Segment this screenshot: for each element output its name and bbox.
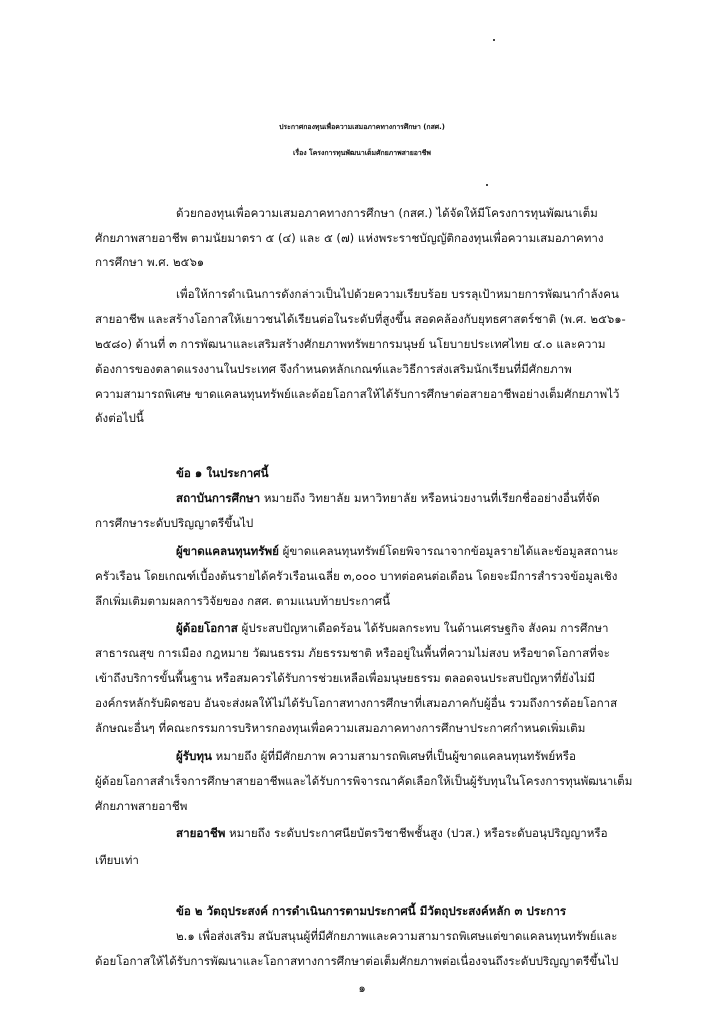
intro-p2-line: ๒๕๘๐) ด้านที่ ๓ การพัฒนาและเสริมสร้างศักยภาพทรัพยากรมนุษย์ นโยบายประเทศไทย ๔.๐ และความ [95, 337, 606, 351]
definition-text: ผู้ประสบปัญหาเดือดร้อน ได้รับผลกระทบ ในด้านเศรษฐกิจ สังคม การศึกษา [237, 621, 609, 635]
definition-line [176, 543, 619, 559]
definition-line [176, 825, 608, 841]
announcement-subject: เรื่อง โครงการทุนพัฒนาเต็มศักยภาพสายอาชีพ [293, 149, 431, 157]
definition-term: ผู้ด้อยโอกาส [176, 621, 238, 635]
scan-speck [493, 39, 495, 41]
definition-text: หมายถึง ผู้ที่มีศักยภาพ ความสามารถพิเศษที่เป็นผู้ขาดแคลนทุนทรัพย์หรือ [211, 749, 576, 763]
definition-cont: เทียบเท่า [95, 853, 139, 867]
section1-heading: ข้อ ๑ ในประกาศนี้ [176, 466, 269, 480]
objective-item: ๒.๑ เพื่อส่งเสริม สนับสนุนผู้ที่มีศักยภาพและความสามารถพิเศษแต่ขาดแคลนทุนทรัพย์และ [176, 929, 618, 943]
definition-line [176, 490, 600, 506]
definition-cont: ลักษณะอื่นๆ ที่คณะกรรมการบริหารกองทุนเพื่อความเสมอภาคทางการศึกษาประกาศกำหนดเพิ่มเติม [95, 721, 586, 735]
page-number: ๑ [358, 981, 366, 995]
intro-p2-line: ต้องการของตลาดแรงงานในประเทศ จึงกำหนดหลักเกณฑ์และวิธีการส่งเสริมนักเรียนที่มีศักยภาพ [95, 362, 572, 376]
scan-speck [486, 184, 488, 186]
definition-term: ผู้รับทุน [176, 749, 212, 763]
intro-p2-line: สายอาชีพ และสร้างโอกาสให้เยาวชนได้เรียนต่อในระดับที่สูงขึ้น สอดคล้องกับยุทธศาสตร์ชาติ (พ.ศ. ๒๕๖๑- [95, 312, 626, 326]
intro-p2-line: ดังต่อไปนี้ [95, 411, 144, 425]
section2-heading: ข้อ ๒ วัตถุประสงค์ การดำเนินการตามประกาศนี้ มีวัตถุประสงค์หลัก ๓ ประการ [176, 904, 567, 918]
definition-text: หมายถึง วิทยาลัย มหาวิทยาลัย หรือหน่วยงานที่เรียกชื่ออย่างอื่นที่จัด [260, 491, 600, 505]
definition-text: ผู้ขาดแคลนทุนทรัพย์โดยพิจารณาจากข้อมูลรายได้และข้อมูลสถานะ [278, 544, 619, 558]
intro-p2-line: เพื่อให้การดำเนินการดังกล่าวเป็นไปด้วยความเรียบร้อย บรรลุเป้าหมายการพัฒนากำลังคน [176, 287, 619, 301]
definition-cont: ครัวเรือน โดยเกณฑ์เบื้องต้นรายได้ครัวเรือนเฉลี่ย ๓,๐๐๐ บาทต่อคนต่อเดือน โดยจะมีการสำรวจข้อมูลเชิง [95, 569, 618, 583]
objective-item-cont: ด้อยโอกาสให้ได้รับการพัฒนาและโอกาสทางการศึกษาต่อเต็มศักยภาพต่อเนื่องจนถึงระดับปริญญาตรีขึ้นไป [95, 954, 619, 968]
definition-cont: องค์กรหลักรับผิดชอบ อันจะส่งผลให้ไม่ได้รับโอกาสทางการศึกษาที่เสมอภาคกับผู้อื่น รวมถึงการด้อยโอกาส [95, 696, 618, 710]
intro-p1-line: ด้วยกองทุนเพื่อความเสมอภาคทางการศึกษา (กสศ.) ได้จัดให้มีโครงการทุนพัฒนาเต็ม [176, 206, 598, 220]
intro-p1-line: ศักยภาพสายอาชีพ ตามนัยมาตรา ๕ (๔) และ ๕ (๗) แห่งพระราชบัญญัติกองทุนเพื่อความเสมอภาคทาง [95, 231, 604, 245]
announcement-title: ประกาศกองทุนเพื่อความเสมอภาคทางการศึกษา (กสศ.) [279, 123, 445, 131]
definition-cont: ศักยภาพสายอาชีพ [95, 799, 188, 813]
definition-term: ผู้ขาดแคลนทุนทรัพย์ [176, 544, 279, 558]
intro-p2-line: ความสามารถพิเศษ ขาดแคลนทุนทรัพย์และด้อยโอกาสให้ได้รับการศึกษาต่อสายอาชีพอย่างเต็มศักยภาพไว้ [95, 387, 620, 401]
definition-term: สถาบันการศึกษา [176, 491, 261, 505]
definition-cont: เข้าถึงบริการขั้นพื้นฐาน หรือสมควรได้รับการช่วยเหลือเพื่อมนุษยธรรม ตลอดจนประสบปัญหาที่ยังไม่มี [95, 671, 596, 685]
intro-p1-line: การศึกษา พ.ศ. ๒๕๖๑ [95, 255, 205, 269]
definition-line [176, 748, 576, 764]
definition-cont: การศึกษาระดับปริญญาตรีขึ้นไป [95, 516, 254, 530]
definition-line [176, 620, 609, 636]
definition-cont: ผู้ด้อยโอกาสสำเร็จการศึกษาสายอาชีพและได้รับการพิจารณาคัดเลือกให้เป็นผู้รับทุนในโครงการทุนพัฒนาเต็ม [95, 774, 633, 788]
definition-text: หมายถึง ระดับประกาศนียบัตรวิชาชีพชั้นสูง (ปวส.) หรือระดับอนุปริญญาหรือ [225, 826, 608, 840]
definition-cont: สาธารณสุข การเมือง กฎหมาย วัฒนธรรม ภัยธรรมชาติ หรืออยู่ในพื้นที่ความไม่สงบ หรือขาดโอกาสที่จะ [95, 646, 610, 660]
definition-cont: ลึกเพิ่มเติมตามผลการวิจัยของ กสศ. ตามแนบท้ายประกาศนี้ [95, 594, 391, 608]
definition-term: สายอาชีพ [176, 826, 226, 840]
